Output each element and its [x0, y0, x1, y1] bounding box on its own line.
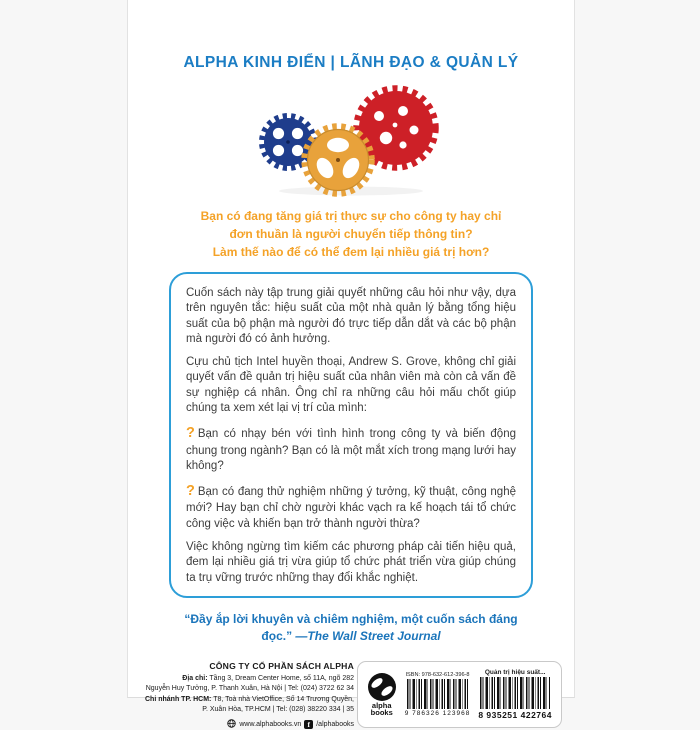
- gear-blue-icon: [263, 117, 314, 168]
- gears-icon: [226, 84, 476, 198]
- publisher-address-line: Chi nhánh TP. HCM: T8, Toà nhà VietOffice, Số 14 Trương Quyền,: [145, 695, 354, 703]
- question-mark-icon: ?: [186, 483, 195, 500]
- teaser-questions: [128, 207, 574, 261]
- bullet-text: Bạn có đang thử nghiệm những ý tưởng, kỹ thuật, công nghệ mới? Hay bạn chỉ chờ người khác vạch ra kế hoạch tái tổ chức công việc và khiến bạn trở thành người thừa?: [186, 486, 516, 530]
- bullet-text: Bạn có nhạy bén với tình hình trong công ty và biến động chung trong ngành? Bạn có là một mắt xích trong mạng lưới hay không?: [186, 428, 516, 472]
- gears-illustration: [128, 84, 574, 203]
- publisher-footer: [128, 661, 574, 730]
- publisher-logo: [367, 672, 397, 716]
- synopsis-bullet: [186, 424, 516, 474]
- isbn-barcode-bars: [407, 679, 469, 709]
- teaser-line: Làm thế nào để có thể đem lại nhiều giá trị hơn?: [212, 245, 490, 259]
- press-quote-source: —The Wall Street Journal: [292, 629, 441, 644]
- publisher-info: [138, 661, 354, 730]
- series-category-label: ALPHA KINH ĐIỂN | LÃNH ĐẠO & QUẢN LÝ: [183, 54, 519, 71]
- globe-icon: [227, 719, 236, 730]
- question-mark-icon: ?: [186, 425, 195, 442]
- publisher-name: CÔNG TY CỔ PHẦN SÁCH ALPHA: [209, 660, 354, 671]
- book-back-cover: [127, 0, 575, 729]
- isbn-digits: 9 786326 123968: [404, 709, 471, 717]
- publisher-address-line: P. Xuân Hòa, TP.HCM | Tel: (028) 38220 334 | 35: [202, 706, 354, 714]
- synopsis-paragraph: Cuốn sách này tập trung giải quyết những câu hỏi như vậy, dựa trên nguyên tắc: hiệu suất của một nhà quản lý bằng tổng hiệu suất của bộ phận mà người đó trực tiếp dẫn dắt và các bộ phận mà người đó có ảnh hưởng.: [186, 287, 516, 345]
- alphabooks-logo-icon: [367, 672, 397, 702]
- product-barcode: [478, 669, 552, 720]
- facebook-handle: /alphabooks: [316, 720, 354, 728]
- product-digits: 8 935251 422764: [478, 709, 552, 720]
- publisher-address-line: Địa chỉ: Tầng 3, Dream Center Home, số 11A, ngõ 282: [182, 674, 354, 682]
- website-url: www.alphabooks.vn: [239, 720, 302, 728]
- synopsis-paragraph: Việc không ngừng tìm kiếm các phương pháp cải tiến hiệu quả, đem lại nhiều giá trị vừa giúp tổ chức phát triển vừa giúp chúng ta trụ vững trước những thay đổi khắc nghiệt.: [186, 540, 516, 584]
- product-title-label: Quản trị hiệu suất...: [484, 668, 546, 676]
- isbn-barcode: [405, 672, 471, 717]
- press-quote-text: “Đầy ắp lời khuyên và chiêm nghiệm, một cuốn sách đáng đọc.”: [184, 611, 518, 644]
- teaser-line: đơn thuần là người chuyển tiếp thông tin?: [229, 227, 473, 241]
- logo-wordmark: alpha books: [370, 700, 393, 718]
- synopsis-paragraph: Cựu chủ tịch Intel huyền thoại, Andrew S. Grove, không chỉ giải quyết vấn đề quản trị hiệu suất của nhân viên mà còn cả vấn đề sự nghiệp cá nhân. Ông chỉ ra những câu hỏi mấu chốt giúp chúng ta xem xét lại vị trí của mình:: [186, 356, 516, 414]
- synopsis-box: [169, 272, 533, 598]
- publisher-links: [138, 719, 354, 730]
- product-barcode-bars: [480, 677, 550, 709]
- press-quote: [180, 611, 522, 646]
- teaser-line: Bạn có đang tăng giá trị thực sự cho công ty hay chỉ: [200, 209, 502, 223]
- publisher-address-line: Nguyễn Huy Tưởng, P. Thanh Xuân, Hà Nội | Tel: (024) 3722 62 34: [145, 685, 354, 693]
- barcode-panel: [357, 661, 562, 728]
- facebook-icon: f: [304, 720, 313, 729]
- synopsis-bullet: [186, 482, 516, 532]
- isbn-label: ISBN: 978-632-612-396-8: [405, 671, 470, 678]
